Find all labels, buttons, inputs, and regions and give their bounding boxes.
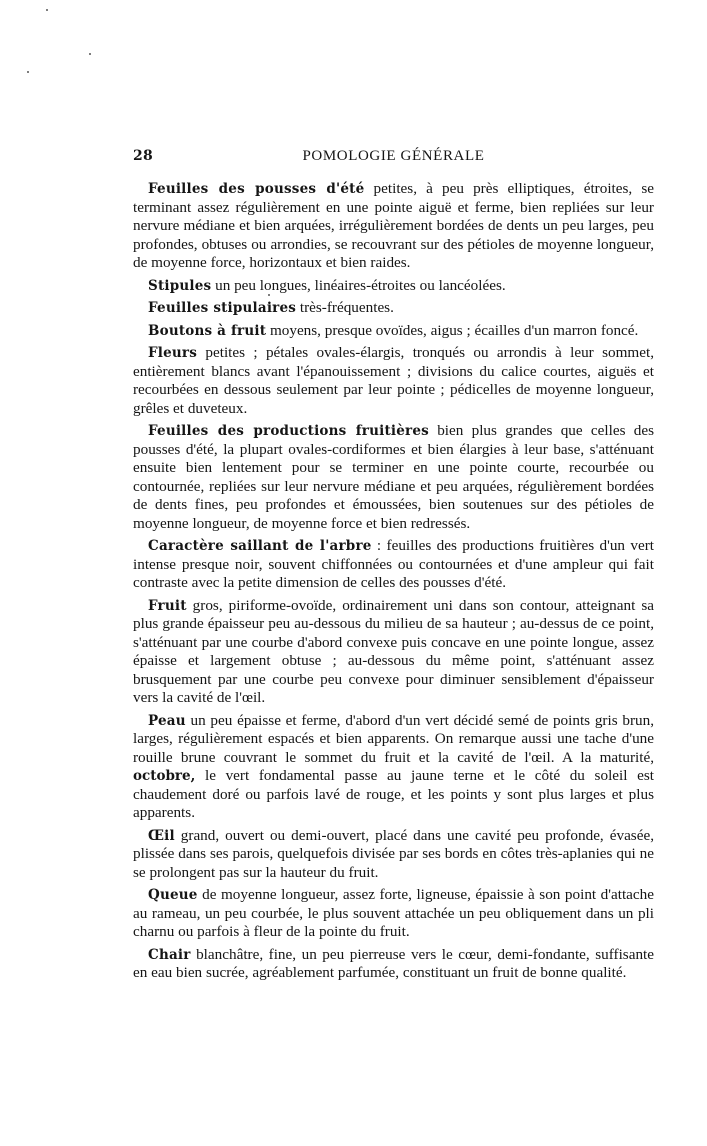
paragraph-text: moyens, presque ovoïdes, aigus ; écailles d'un marron foncé. [266,321,639,339]
paragraph-oeil [133,827,654,883]
scan-speck [89,53,91,55]
term-heading: Peau [148,712,186,729]
maturity-month: octobre, [133,768,196,784]
page-number: 28 [133,148,154,164]
paragraph-peau [133,712,654,823]
paragraph-fleurs [133,344,654,418]
paragraph-caractere [133,537,654,593]
term-heading: Fruit [148,597,187,614]
term-heading: Caractère saillant de l'arbre [148,538,372,554]
paragraph-chair [133,946,654,983]
paragraph-text: grand, ouvert ou demi-ouvert, placé dans une cavité peu profonde, évasée, plissée dans ses parois, quelquefois divisée par ses bords en côtes très-aplanies qui ne se prolongent pas sur la hauteur du fruit. [133,826,654,881]
paragraph-fruit [133,597,654,708]
paragraph-text: de moyenne longueur, assez forte, ligneuse, épaissie à son point d'attache au rameau, un peu courbée, le plus souvent attachée un peu obliquement dans un pli charnu ou parfois à fleur de la pointe du fruit. [133,886,654,940]
paragraph-feuilles-pousses [133,180,654,273]
running-head [133,146,654,168]
paragraph-text: petites, à peu près elliptiques, étroites, se terminant assez régulièrement en une pointe aiguë et ferme, bien repliées sur leur nervure médiane et bien arquées, irrégulièrement bordées de dents un peu larges, peu profondes, obtuses ou arrondies, se recouvrant sur des pétioles de moyenne longueur, de moyenne force, horizontaux et bien raides. [133,180,655,271]
paragraph-feuilles-productions [133,422,654,533]
paragraph-text: un peu longues, linéaires-étroites ou lancéolées. [211,276,506,294]
paragraph-boutons [133,322,654,341]
term-heading: Œil [148,827,175,844]
term-heading: Chair [148,946,191,963]
running-title: POMOLOGIE GÉNÉRALE [302,148,485,164]
paragraph-queue [133,886,654,942]
paragraph-text: blanchâtre, fine, un peu pierreuse vers le cœur, demi-fondante, suffisante en eau bien sucrée, agréablement parfumée, constituant un fruit de bonne qualité. [133,945,654,981]
paragraph-feuilles-stipulaires [133,299,654,318]
term-heading: Feuilles des pousses d'été [148,181,365,197]
paragraph-text: très-fréquentes. [296,299,394,316]
body-text [133,180,654,983]
paragraph-stipules [133,277,654,296]
term-heading: Stipules [148,277,212,294]
term-heading: Fleurs [148,345,198,361]
term-heading: Boutons à fruit [148,322,267,339]
paragraph-text: : feuilles des productions fruitières d'un vert intense presque noir, souvent chiffonnées ou contournées et d'une ampleur qui fait contraste avec la petite dimension de celles des pousses d'été. [133,537,655,591]
term-heading: Queue [148,887,198,903]
scan-speck [27,71,29,73]
paragraph-text: un peu épaisse et ferme, d'abord d'un vert décidé semé de points gris brun, larges, régulièrement espacés et bien apparents. On remarque aussi une tache d'une rouille brune couvrant le sommet du fruit et la cavité de l'œil. A la maturité, [133,711,654,766]
paragraph-text: petites ; pétales ovales-élargis, tronqués ou arrondis à leur sommet, entièrement blancs avant l'épanouissement ; divisions du calice courtes, aiguës et recourbées en dessous seulement par leur pointe ; pédicelles de moyenne longueur, grêles et duveteux. [133,344,654,417]
scan-speck [46,9,48,11]
paragraph-text: le vert fondamental passe au jaune terne et le côté du soleil est chaudement doré ou parfois lavé de rouge, et les points y sont plus larges et plus apparents. [133,767,654,821]
term-heading: Feuilles stipulaires [148,300,297,316]
term-heading: Feuilles des productions fruitières [148,423,429,439]
book-page [133,146,654,987]
paragraph-text: bien plus grandes que celles des pousses d'été, la plupart ovales-cordiformes et bien élargies à leur base, s'atténuant ensuite bien lentement pour se terminer en une pointe courte, recourbée ou contournée, repliées sur leur nervure médiane et peu arquées, régulièrement bordées de dents fines, peu profondes et émoussées, bien soutenues sur des pétioles de moyenne longueur, de moyenne force et bien redressés. [133,422,654,532]
paragraph-text: gros, piriforme-ovoïde, ordinairement uni dans son contour, atteignant sa plus grande épaisseur peu au-dessous du milieu de sa hauteur ; au-dessus de ce point, s'atténuant par une courbe d'abord convexe puis concave en une pointe longue, assez épaisse et largement obtuse ; au-dessous du même point, s'atténuant assez brusquement par une courbe peu convexe pour diminuer sensiblement d'épaisseur vers la cavité de l'œil. [133,596,654,706]
